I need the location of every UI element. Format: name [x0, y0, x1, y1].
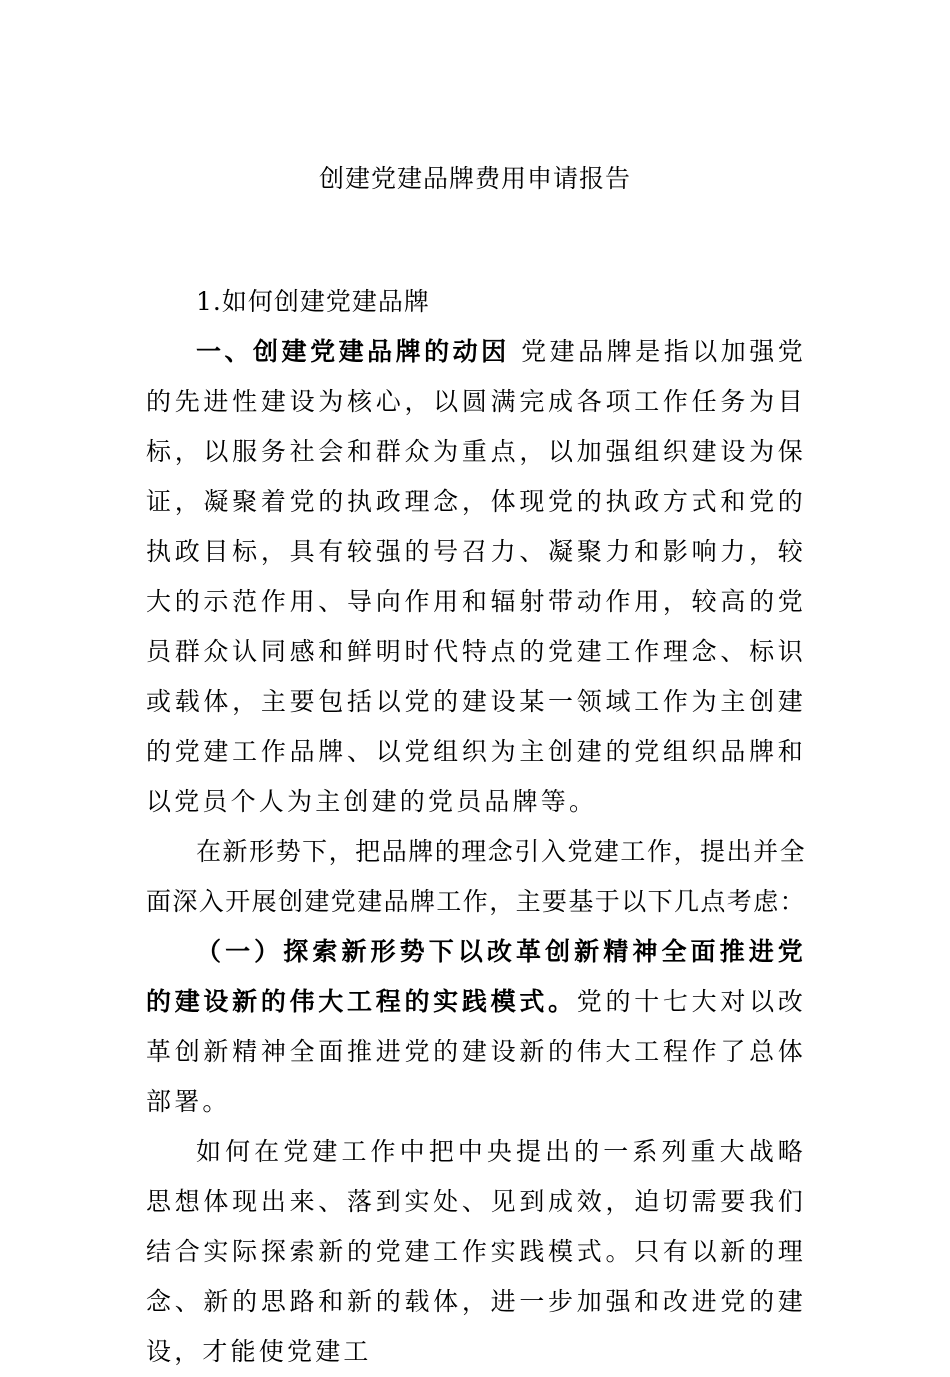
- paragraph-motivation-lead: 一、创建党建品牌的动因: [196, 337, 510, 366]
- paragraph-point-one-lead: （一）探索新形势下以改革创新精神全面推进党的建设新的伟大工程的实践模式。: [146, 937, 806, 1016]
- section-heading: 1.如何创建党建品牌: [196, 287, 430, 316]
- paragraph-considerations: 在新形势下，把品牌的理念引入党建工作，提出并全面深入开展创建党建品牌工作，主要基于以下几点考虑：: [146, 837, 807, 916]
- paragraph-point-one-text: 党的十七大对以改革创新精神全面推进党的建设新的伟大工程作了总体部署。: [146, 987, 806, 1116]
- paragraph-motivation-text: 党建品牌是指以加强党的先进性建设为核心，以圆满完成各项工作任务为目标，以服务社会和群众为重点，以加强组织建设为保证，凝聚着党的执政理念，体现党的执政方式和党的执政目标，具有较强的号召力、凝聚力和影响力，较大的示范作用、导向作用和辐射带动作用，较高的党员群众认同感和鲜明时代特点的党建工作理念、标识或载体，主要包括以党的建设某一领域工作为主创建的党建工作品牌、以党组织为主创建的党组织品牌和以党员个人为主创建的党员品牌等。: [146, 337, 806, 816]
- paragraph-motivation: [146, 327, 806, 827]
- document-body: [146, 277, 806, 1377]
- paragraph-point-one: [146, 927, 806, 1127]
- paragraph-practice: 如何在党建工作中把中央提出的一系列重大战略思想体现出来、落到实处、见到成效，迫切需要我们结合实际探索新的党建工作实践模式。只有以新的理念、新的思路和新的载体，进一步加强和改进党的建设，才能使党建工: [146, 1137, 806, 1366]
- document-title: 创建党建品牌费用申请报告: [318, 164, 631, 193]
